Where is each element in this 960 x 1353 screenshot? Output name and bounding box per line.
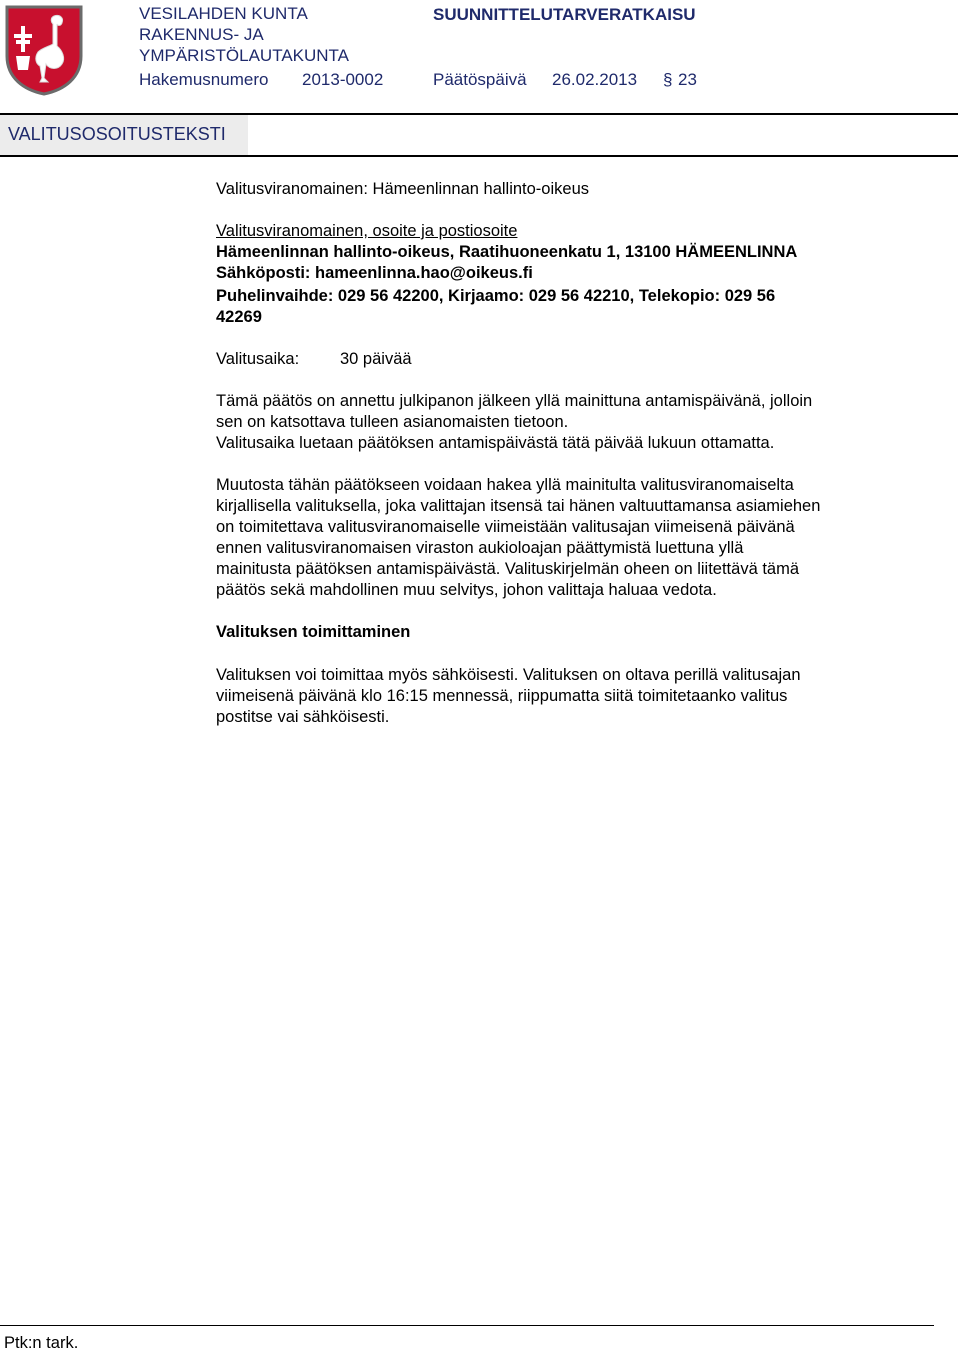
section-title: VALITUSOSOITUSTEKSTI	[8, 124, 226, 144]
paragraph-1-line-3: Valitusaika luetaan päätöksen antamispäivästä tätä päivää lukuun ottamatta.	[216, 434, 775, 452]
application-number-label: Hakemusnumero	[139, 70, 269, 89]
address-heading: Valitusviranomainen, osoite ja postiosoite	[216, 222, 518, 240]
appeal-period-label: Valitusaika:	[216, 350, 300, 368]
authority-phone-line1: Puhelinvaihde: 029 56 42200, Kirjaamo: 029 56 42210, Telekopio: 029 56	[216, 287, 776, 305]
authority-email: Sähköposti: hameenlinna.hao@oikeus.fi	[216, 264, 533, 282]
authority-phone-line2: 42269	[216, 308, 262, 326]
paragraph-2-line: päätös sekä mahdollinen muu selvitys, johon valittaja haluaa vedota.	[216, 581, 717, 599]
paragraph-3-line: viimeisenä päivänä klo 16:15 mennessä, riippumatta siitä toimitetaanko valitus	[216, 687, 788, 705]
committee-name-line1: RAKENNUS- JA	[139, 25, 264, 44]
paragraph-3-line: postitse vai sähköisesti.	[216, 708, 390, 726]
paragraph-1-line-1: Tämä päätös on annettu julkipanon jälkeen yllä mainittuna antamispäivänä, jolloin	[216, 392, 813, 410]
paragraph-2-line: mainitusta päätöksen antamispäivästä. Valituskirjelmän oheen on liitettävä tämä	[216, 560, 800, 578]
application-number: 2013-0002	[302, 70, 384, 89]
section-symbol: §	[663, 70, 673, 89]
appeal-period-value: 30 päivää	[340, 350, 412, 368]
decision-date: 26.02.2013	[552, 70, 638, 89]
minutes-checker-label: Ptk:n tark.	[4, 1334, 79, 1352]
paragraph-2-line: kirjallisella valituksella, joka valittajan itsensä tai hänen valtuuttamansa asiamiehen	[216, 497, 821, 515]
paragraph-2-line: ennen valitusviranomaisen viraston aukioloajan päättymistä luettuna yllä	[216, 539, 744, 557]
footer-divider	[0, 1325, 934, 1326]
paragraph-2-line: on toimitettava valitusviranomaiselle viimeistään valitusajan viimeisenä päivänä	[216, 518, 795, 536]
paragraph-2-line: Muutosta tähän päätökseen voidaan hakea yllä mainitulta valitusviranomaiselta	[216, 476, 794, 494]
section-number: 23	[678, 70, 697, 89]
authority-address: Hämeenlinnan hallinto-oikeus, Raatihuoneenkatu 1, 13100 HÄMEENLINNA	[216, 243, 798, 261]
paragraph-1-line-2: sen on katsottava tulleen asianomaisten tietoon.	[216, 413, 569, 431]
paragraph-3-line: Valituksen voi toimittaa myös sähköisesti. Valituksen on oltava perillä valitusajan	[216, 666, 801, 684]
municipality-name: VESILAHDEN KUNTA	[139, 4, 308, 23]
delivery-heading: Valituksen toimittaminen	[216, 623, 411, 641]
municipal-crest-logo	[4, 4, 84, 96]
section-divider	[0, 155, 958, 157]
decision-date-label: Päätöspäivä	[433, 70, 527, 89]
appeal-authority-line: Valitusviranomainen: Hämeenlinnan hallinto-oikeus	[216, 180, 589, 198]
committee-name-line2: YMPÄRISTÖLAUTAKUNTA	[139, 46, 350, 65]
document-type: SUUNNITTELUTARVERATKAISU	[433, 5, 696, 24]
